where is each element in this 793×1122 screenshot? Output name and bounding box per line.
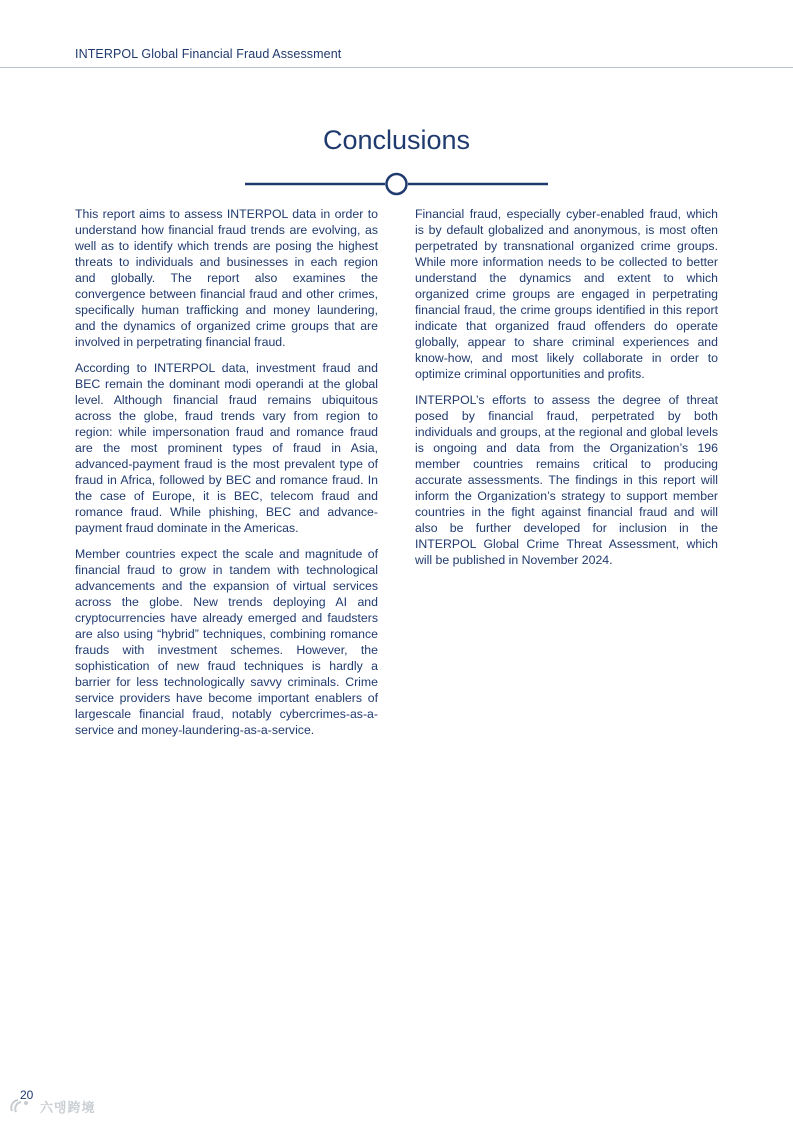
- page-number: 20: [20, 1088, 34, 1102]
- watermark-text: 六맹跨境: [40, 1099, 96, 1115]
- header-divider: [0, 67, 793, 68]
- title-ornament: [245, 172, 548, 196]
- paragraph: According to INTERPOL data, investment fraud and BEC remain the dominant modi operandi at the global level. Although financial fraud remains ubiquitous across the globe, fraud trends vary from region to region: while impersonation fraud and romance fraud are the most prominent types of fraud in Asia, advanced-payment fraud is the most prevalent type of fraud in Africa, followed by BEC and romance fraud. In the case of Europe, it is BEC, telecom fraud and romance fraud. While phishing, BEC and advance-payment fraud dominate in the Americas.: [75, 361, 378, 535]
- running-header: INTERPOL Global Financial Fraud Assessment: [75, 47, 342, 61]
- paragraph: Financial fraud, especially cyber-enabled fraud, which is by default globalized and anonymous, is most often perpetrated by transnational organized crime groups. While more information needs to be collected to better understand the dynamics and extent to which organized crime groups are engaged in perpetrating financial fraud, the crime groups identified in this report indicate that organized fraud offenders do operate globally, appear to share criminal experiences and know-how, and most likely collaborate in order to optimize criminal opportunities and profits.: [415, 207, 718, 381]
- paragraph: This report aims to assess INTERPOL data in order to understand how financial fraud trends are evolving, as well as to identify which trends are posing the highest threats to individuals and businesses in each region and globally. The report also examines the convergence between financial fraud and other crimes, specifically human trafficking and money laundering, and the dynamics of organized crime groups that are involved in perpetrating financial fraud.: [75, 207, 378, 349]
- paragraph: INTERPOL’s efforts to assess the degree of threat posed by financial fraud, perpetrated by both individuals and groups, at the regional and global levels is ongoing and data from the Organization’s 196 member countries remains critical to producing accurate assessments. The findings in this report will inform the Organization’s strategy to support member countries in the fight against financial fraud and will also be further developed for inclusion in the INTERPOL Global Crime Threat Assessment, which will be published in November 2024.: [415, 393, 718, 567]
- paragraph: Member countries expect the scale and magnitude of financial fraud to grow in tandem with technological advancements and the expansion of virtual services across the globe. New trends deploying AI and cryptocurrencies have already emerged and faudsters are also using “hybrid” techniques, combining romance frauds with investment schemes. However, the sophistication of new fraud techniques is hardly a barrier for less technologically savvy criminals. Crime service providers have become important enablers of largescale financial fraud, notably cybercrimes-as-a-service and money-laundering-as-a-service.: [75, 547, 378, 737]
- ornament-circle-icon: [387, 174, 407, 194]
- section-title: Conclusions: [322, 125, 471, 155]
- right-column: [415, 206, 718, 578]
- left-column: [75, 206, 378, 748]
